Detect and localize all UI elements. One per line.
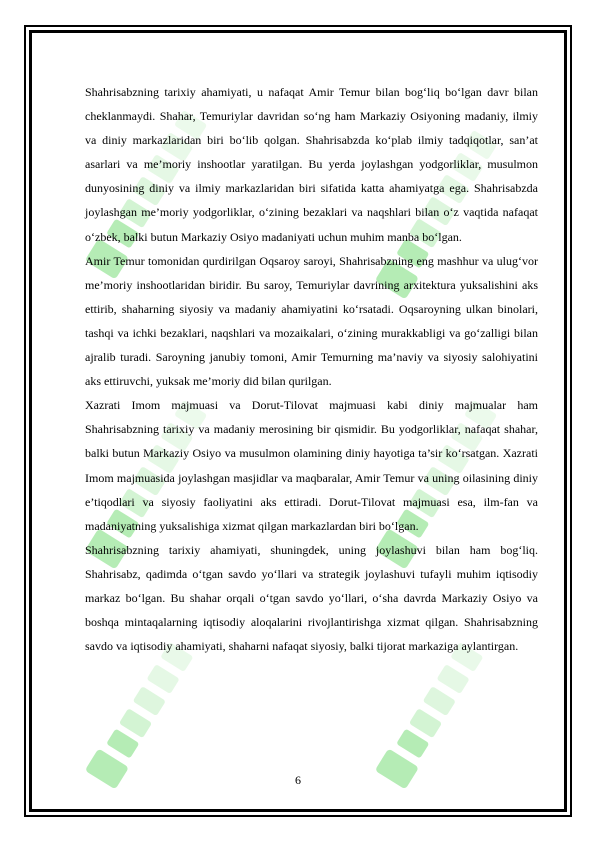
paragraph: Shahrisabzning tarixiy ahamiyati, u nafaqat Amir Temur bilan bog‘liq bo‘lgan davr bilan cheklanmaydi. Shahar, Temuriylar davridan so‘ng ham Markaziy Osiyoning madaniy, ilmiy va diniy markazlaridan biri bo‘lib qolgan. Shahrisabzda ko‘plab ilmiy tadqiqotlar, san’at asarlari va me’moriy inshootlar yaratilgan. Bu yerda joylashgan yodgorliklar, musulmon dunyosining diniy va ilmiy markazlaridan biri sifatida katta ahamiyatga ega. Shahrisabzda joylashgan me’moriy yodgorliklar, o‘zining bezaklari va naqshlari bilan o‘z vaqtida nafaqat o‘zbek, balki butun Markaziy Osiyo madaniyati uchun muhim manba bo‘lgan.	[85, 85, 538, 244]
paragraph: Shahrisabzning tarixiy ahamiyati, shuningdek, uning joylashuvi bilan ham bog‘liq. Shahrisabz, qadimda o‘tgan savdo yo‘llari va strategik joylashuvi tufayli muhim iqtisodiy markaz bo‘lgan. Bu shahar orqali o‘tgan savdo yo‘llari, o‘sha davrda Markaziy Osiyo va boshqa mintaqalarning iqtisodiy aloqalarini rivojlantirishga xizmat qilgan. Shahrisabzning savdo va iqtisodiy ahamiyati, shaharni nafaqat siyosiy, balki tijorat markaziga aylantirgan.	[85, 542, 538, 654]
paragraph: Amir Temur tomonidan qurdirilgan Oqsaroy saroyi, Shahrisabzning eng mashhur va ulug‘vor me’moriy inshootlaridan biridir. Bu saroy, Temuriylar davrining arxitektura yuksalishini aks ettirib, shaharning siyosiy va madaniy ahamiyatini ko‘rsatadi. Oqsaroyning ulkan binolari, tashqi va ichki bezaklari, naqshlari va mozaikalari, o‘zining murakkabligi va go‘zalligi bilan ajralib turadi. Saroyning janubiy tomoni, Amir Temurning ma’naviy va siyosiy salohiyatini aks ettiruvchi, yuksak me’moriy did bilan qurilgan.	[85, 253, 538, 389]
document-body	[85, 80, 538, 658]
paragraph: Xazrati Imom majmuasi va Dorut-Tilovat majmuasi kabi diniy majmualar ham Shahrisabzning tarixiy va madaniy merosining bir qismidir. Bu yodgorliklar, nafaqat shahar, balki butun Markaziy Osiyo va musulmon olamining diniy hayotiga ta’sir ko‘rsatgan. Xazrati Imom majmuasida joylashgan masjidlar va maqbaralar, Amir Temur va uning oilasining diniy e’tiqodlari va siyosiy faoliyatini aks ettiradi. Dorut-Tilovat majmuasi esa, ilm-fan va madaniyatning yuksalishiga xizmat qilgan markazlardan biri bo‘lgan.	[85, 398, 538, 533]
page-number: 6	[295, 773, 301, 787]
